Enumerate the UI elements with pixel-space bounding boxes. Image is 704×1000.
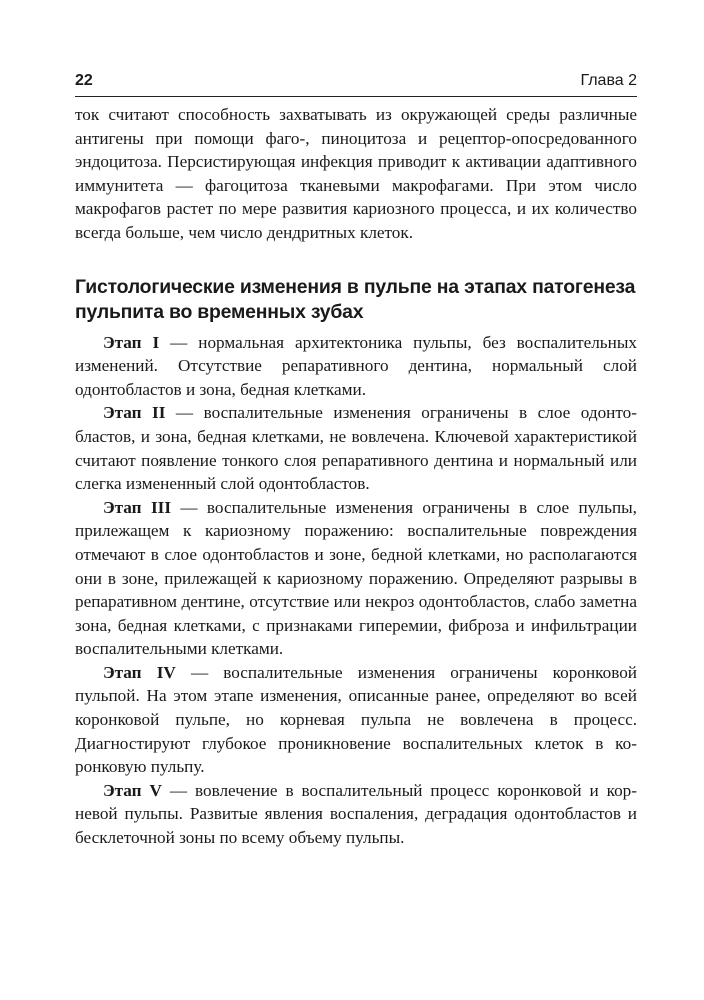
stage-text: — воспалительные изменения ограничены коронковой пульпой. На этом этапе изменения, описанные ранее, определяют во всей коронковой пульпе, но корневая пульпа не вовлечена в процесс. Диагностируют глубокое проникновение воспалительных клеток в коронковую пульпу.	[75, 662, 637, 777]
stage-text: — воспалительные изменения ограничены в слое одонтобластов, и зона, бедная клетками, не вовлечена. Ключевой характеристикой считают появление тонкого слоя репаративного дентина и нормальный или слегка измененный слой одонтобластов.	[75, 403, 637, 494]
stage-paragraph-3	[75, 496, 637, 661]
header-divider	[75, 96, 637, 97]
stage-text: — вовлечение в воспалительный процесс коронковой и корневой пульпы. Развитые явления воспаления, деградация одонтобластов и бесклеточной зоны по всему объему пульпы.	[75, 780, 637, 848]
stage-label: Этап I	[103, 332, 160, 352]
page-number: 22	[75, 72, 93, 89]
section-heading: Гистологические изменения в пульпе на этапах патогенеза пульпита во временных зубах	[75, 275, 636, 323]
stage-paragraph-4	[75, 661, 637, 779]
stage-label: Этап IV	[103, 662, 176, 682]
intro-paragraph: ток считают способность захватывать из окружающей среды различные антигены при помощи фаго-, пиноцитоза и рецептор-опосредованного эндоцитоза. Персистирующая инфекция приводит к активации адаптивного иммунитета — фагоцитоза тканевыми макрофагами. При этом число макрофагов растет по мере развития кариозного процесса, и их количество всегда больше, чем число дендритных клеток.	[75, 105, 637, 242]
stage-paragraph-1	[75, 331, 637, 402]
stage-label: Этап II	[103, 403, 166, 423]
stage-label: Этап V	[103, 780, 162, 800]
stage-text: — нормальная архитектоника пульпы, без воспалительных изменений. Отсутствие репаративного дентина, нормальный слой одонтобластов и зона, бедная клетками.	[75, 332, 637, 399]
page-body	[75, 103, 637, 850]
stage-paragraph-2	[75, 401, 637, 495]
stage-label: Этап III	[103, 497, 172, 517]
stage-text: — воспалительные изменения ограничены в слое пульпы, прилежащем к кариозному поражению: воспалительные повреждения отмечают в слое одонтобластов и зоне, бедной клетками, но располагаются они в зоне, прилежащей к кариозному поражению. Определяют разрывы в репаративном дентине, отсутствие или некроз одонтобластов, слабо заметна зона, бедная клетками, с признаками гиперемии, фиброза и инфильтрации воспалительными клетками.	[75, 497, 637, 659]
page-header	[75, 72, 637, 94]
stage-paragraph-5	[75, 779, 637, 850]
chapter-title: Глава 2	[580, 72, 637, 89]
